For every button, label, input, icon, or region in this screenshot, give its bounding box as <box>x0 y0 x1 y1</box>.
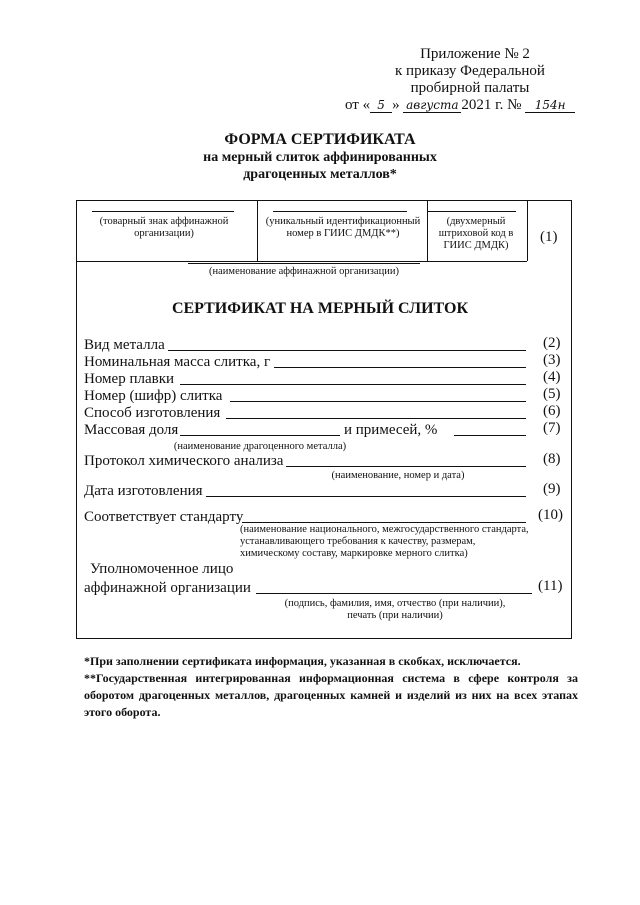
row-divider <box>77 261 527 262</box>
standard-caption: (наименование национального, межгосударственного стандарта, <box>240 524 529 535</box>
authorized-org-label: аффинажной организации <box>84 580 251 596</box>
date-line[interactable] <box>206 496 526 497</box>
protocol-label: Протокол химического анализа <box>84 453 284 469</box>
date-mid: » <box>392 97 400 113</box>
melt-line[interactable] <box>180 384 526 385</box>
fraction-metal-line[interactable] <box>180 435 340 436</box>
mass-line[interactable] <box>274 367 526 368</box>
signature-caption: печать (при наличии) <box>347 610 443 621</box>
signature-caption: (подпись, фамилия, имя, отчество (при наличии), <box>284 598 506 609</box>
code-line[interactable] <box>230 401 526 402</box>
order-number: 154н <box>525 98 575 113</box>
id-number-caption: (уникальный идентификационный номер в ГИИС ДМДК**) <box>265 216 421 239</box>
fraction-label: Массовая доля <box>84 422 179 438</box>
marker-11: (11) <box>538 578 563 594</box>
barcode-line <box>428 211 516 212</box>
appendix-title: Приложение № 2 <box>420 46 530 62</box>
footnote-1: *При заполнении сертификата информация, указанная в скобках, исключается. <box>84 654 521 668</box>
form-title: ФОРМА СЕРТИФИКАТА <box>224 131 416 148</box>
column-divider <box>527 201 528 261</box>
method-line[interactable] <box>226 418 526 419</box>
date-year: 2021 г. № <box>461 97 522 113</box>
form-subtitle: на мерный слиток аффинированных <box>203 150 437 165</box>
date-label: Дата изготовления <box>84 483 203 499</box>
marker-5: (5) <box>543 386 561 402</box>
appendix-chamber: пробирной палаты <box>410 80 530 96</box>
metal-line[interactable] <box>168 350 526 351</box>
trademark-caption: (товарный знак аффинажной организации) <box>99 216 229 239</box>
standard-caption: химическому составу, маркировке мерного слитка) <box>240 548 468 559</box>
barcode-caption: (двухмерный штриховой код в ГИИС ДМДК) <box>438 216 514 251</box>
id-number-line <box>273 211 407 212</box>
metal-label: Вид металла <box>84 337 165 353</box>
appendix-order: к приказу Федеральной <box>395 63 545 79</box>
standard-line[interactable] <box>242 522 526 523</box>
trademark-line <box>92 211 234 212</box>
form-subtitle-2: драгоценных металлов* <box>243 167 397 182</box>
marker-6: (6) <box>543 403 561 419</box>
standard-caption: устанавливающего требования к качеству, размерам, <box>240 536 476 547</box>
standard-label: Соответствует стандарту <box>84 509 244 525</box>
authorized-person-label: Уполномоченное лицо <box>90 561 234 577</box>
melt-label: Номер плавки <box>84 371 175 387</box>
appendix-date-line <box>345 97 575 114</box>
date-prefix: от « <box>345 97 371 113</box>
marker-7: (7) <box>543 420 561 436</box>
protocol-line[interactable] <box>286 466 526 467</box>
date-day: 5 <box>370 98 392 113</box>
marker-1: (1) <box>540 229 558 245</box>
org-name-caption: (наименование аффинажной организации) <box>209 266 399 277</box>
fraction-caption: (наименование драгоценного металла) <box>173 441 347 452</box>
date-month: августа <box>403 98 461 113</box>
marker-10: (10) <box>538 507 563 523</box>
mass-label: Номинальная масса слитка, г <box>84 354 271 370</box>
signature-line[interactable] <box>256 593 532 594</box>
method-label: Способ изготовления <box>84 405 221 421</box>
org-name-line <box>188 263 420 264</box>
marker-4: (4) <box>543 369 561 385</box>
marker-3: (3) <box>543 352 561 368</box>
footnote-2: **Государственная интегрированная информационная система в сфере контроля за оборотом драгоценных металлов, драгоценных камней и изделий из них на всех этапах этого оборота. <box>84 671 578 719</box>
certificate-title: СЕРТИФИКАТ НА МЕРНЫЙ СЛИТОК <box>171 300 469 317</box>
impurities-label: и примесей, % <box>344 422 438 438</box>
marker-8: (8) <box>543 451 561 467</box>
marker-2: (2) <box>543 335 561 351</box>
impurities-line[interactable] <box>454 435 526 436</box>
code-label: Номер (шифр) слитка <box>84 388 223 404</box>
marker-9: (9) <box>543 481 561 497</box>
protocol-caption: (наименование, номер и дата) <box>331 470 465 481</box>
